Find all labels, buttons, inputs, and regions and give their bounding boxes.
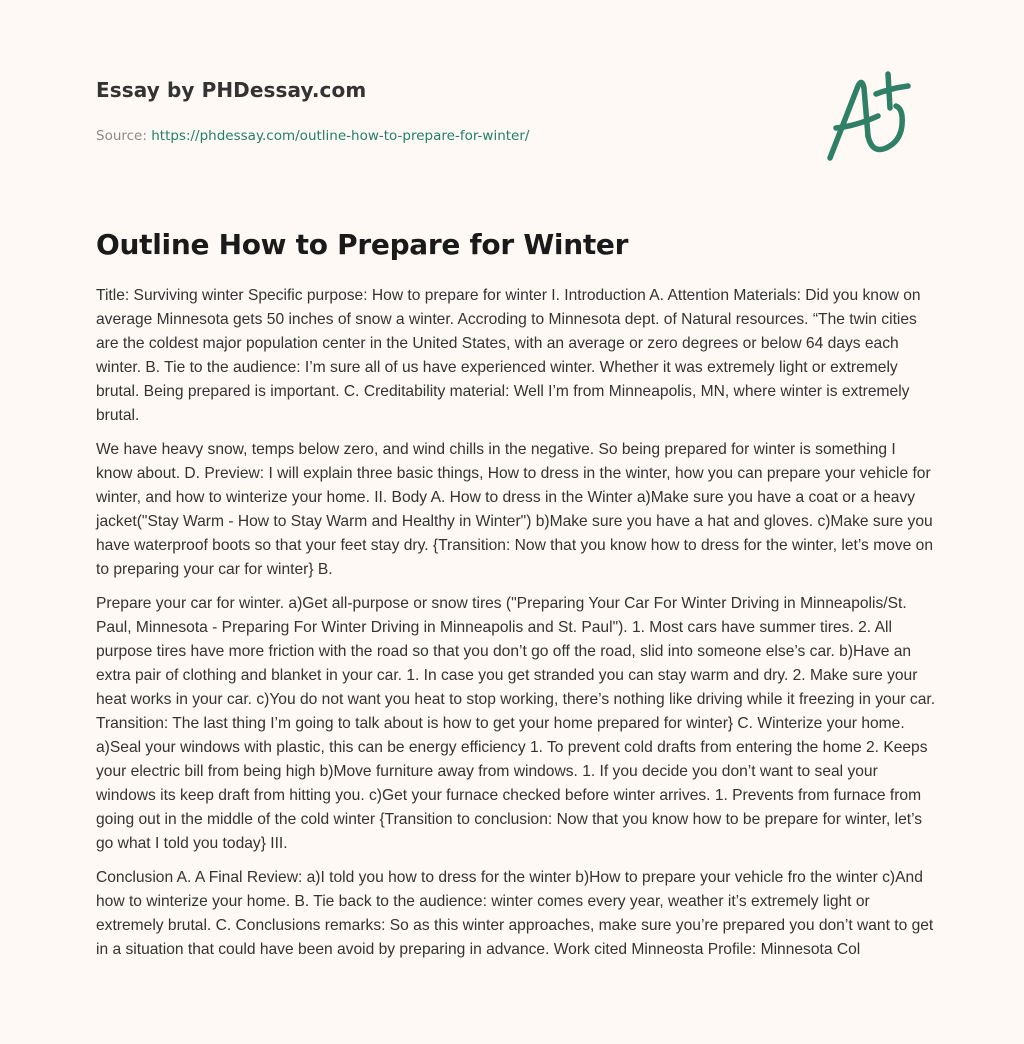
source-link[interactable]: https://phdessay.com/outline-how-to-prepare-for-winter/ [151,128,530,144]
document-header [96,76,796,146]
a-plus-grade-icon [822,66,932,166]
essay-paragraph: Title: Surviving winter Specific purpose: How to prepare for winter I. Introduction A. Attention Materials: Did you know on average Minnesota gets 50 inches of snow a winter. Accroding to Minnesota dept. of Natural resources. “The twin cities are the coldest major population center in the United States, with an average or zero degrees or below 64 days each winter. B. Tie to the audience: I’m sure all of us have experienced winter. Whether it was extremely light or extremely brutal. Being prepared is important. C. Creditability material: Well I’m from Minneapolis, MN, where winter is extremely brutal. [96,287,921,424]
brand-title: Essay by PHDessay.com [96,78,367,102]
essay-paragraph: Prepare your car for winter. a)Get all-purpose or snow tires ("Preparing Your Car For Winter Driving in Minneapolis/St. Paul, Minnesota - Preparing For Winter Driving in Minneapolis and St. Paul"). 1. Most cars have summer tires. 2. All purpose tires have more friction with the road so that you don’t go off the road, slid into someone else’s car. b)Have an extra pair of clothing and blanket in your car. 1. In case you get stranded you can stay warm and dry. 2. Make sure your heat works in your car. c)You do not want you heat to stop working, there’s nothing like driving while it freezing in your car. Transition: The last thing I’m going to talk about is how to get your home prepared for winter} C. Winterize your home. a)Seal your windows with plastic, this can be energy efficiency 1. To prevent cold drafts from entering the home 2. Keeps your electric bill from being high b)Move furniture away from windows. 1. If you decide you don’t want to seal your windows its keep draft from hitting you. c)Get your furnace checked before winter arrives. 1. Prevents from furnace from going out in the middle of the cold winter {Transition to conclusion: Now that you know how to be prepare for winter, let’s go what I told you today} III. [96,595,936,852]
essay-title: Outline How to Prepare for Winter [96,228,629,261]
essay-body [96,284,936,972]
essay-paragraph: Conclusion A. A Final Review: a)I told you how to dress for the winter b)How to prepare your vehicle fro the winter c)And how to winterize your home. B. Tie back to the audience: winter comes every year, weather it’s extremely light or extremely brutal. C. Conclusions remarks: So as this winter approaches, make sure you’re prepared you don’t want to get in a situation that could have been avoid by preparing in advance. Work cited Minneosta Profile: Minnesota Col [96,869,934,958]
source-line [96,126,796,146]
source-label: Source: [96,128,152,144]
essay-paragraph: We have heavy snow, temps below zero, and wind chills in the negative. So being prepared for winter is something I know about. D. Preview: I will explain three basic things, How to dress in the winter, how you can prepare your vehicle for winter, and how to winterize your home. II. Body A. How to dress in the Winter a)Make sure you have a coat or a heavy jacket("Stay Warm - How to Stay Warm and Healthy in Winter") b)Make sure you have a hat and gloves. c)Make sure you have waterproof boots so that your feet stay dry. {Transition: Now that you know how to dress for the winter, let’s move on to preparing your car for winter} B. [96,441,933,578]
